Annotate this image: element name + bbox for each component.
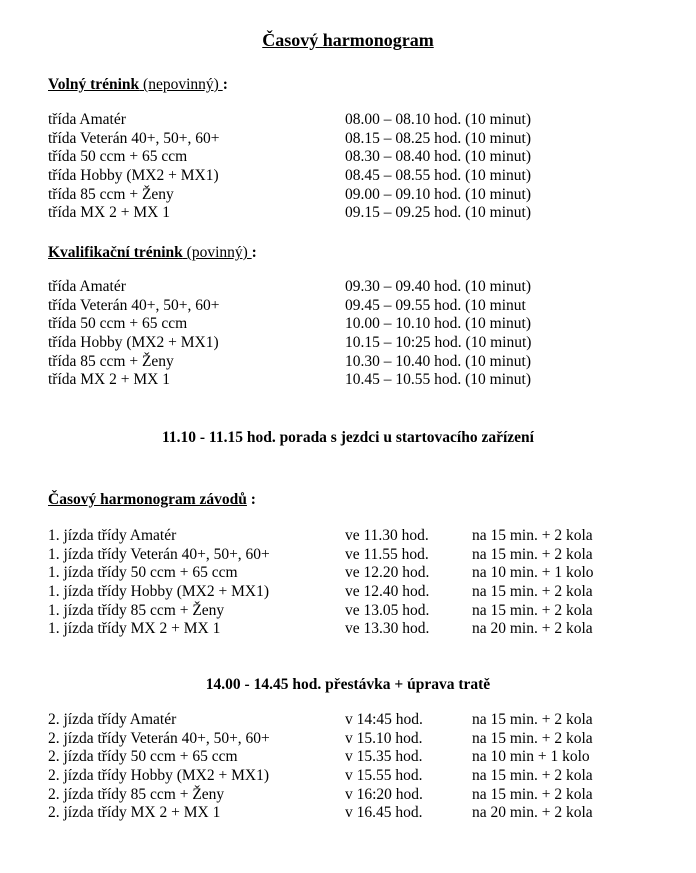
race-row [48,583,668,602]
qualifying-training-row [48,334,668,353]
break-note: 14.00 - 14.45 hod. přestávka + úprava tratě [205,676,491,693]
race-name: 1. jízda třídy Amatér [48,527,177,544]
race-name: 1. jízda třídy Veterán 40+, 50+, 60+ [48,545,270,563]
race-row [48,767,668,786]
page-title: Časový harmonogram [262,30,434,50]
race-start: ve 13.30 hod. [345,620,430,638]
qualifying-training-heading-text: Kvalifikační trénink [48,244,183,261]
qualifying-training-row [48,315,668,334]
race-row [48,711,668,730]
race-start: v 15.55 hod. [345,767,423,785]
race-start: v 16.45 hod. [345,804,423,822]
race-length: na 15 min. + 2 kola [472,527,593,544]
qualifying-training-row [48,297,668,316]
race-length: na 15 min. + 2 kola [472,785,593,803]
race-schedule-heading [48,491,256,509]
free-training-row [48,204,668,223]
class-name: třída Hobby (MX2 + MX1) [48,167,219,185]
race-length: na 15 min. + 2 kola [472,601,593,619]
class-name: třída 85 ccm + Ženy [48,352,174,370]
class-name: třída Veterán 40+, 50+, 60+ [48,129,220,147]
race-schedule-heading-text: Časový harmonogram závodů [48,491,247,508]
class-name: třída 50 ccm + 65 ccm [48,148,188,166]
race-start: ve 12.40 hod. [345,583,430,601]
race-name: 1. jízda třídy 50 ccm + 65 ccm [48,564,238,582]
riders-meeting-note: 11.10 - 11.15 hod. porada s jezdci u startovacího zařízení [162,429,534,446]
qualifying-training-heading [48,244,257,262]
free-training-list [48,111,668,223]
class-name: třída 85 ccm + Ženy [48,185,174,203]
race-length: na 15 min. + 2 kola [472,767,593,785]
race-start: ve 12.20 hod. [345,564,430,582]
time-range: 10.30 – 10.40 hod. (10 minut) [345,352,531,370]
free-training-heading [48,76,228,94]
race-row [48,786,668,805]
free-training-heading-colon: : [222,76,228,93]
race-length: na 20 min. + 2 kola [472,804,593,822]
race-name: 2. jízda třídy 85 ccm + Ženy [48,785,225,803]
time-range: 08.30 – 08.40 hod. (10 minut) [345,148,531,166]
race-row [48,730,668,749]
race-length: na 15 min. + 2 kola [472,729,593,747]
race-length: na 15 min. + 2 kola [472,711,593,728]
free-training-row [48,186,668,205]
race-name: 2. jízda třídy Amatér [48,711,177,728]
race-length: na 20 min. + 2 kola [472,620,593,638]
free-training-row [48,167,668,186]
race-name: 2. jízda třídy Veterán 40+, 50+, 60+ [48,729,270,747]
class-name: třída Amatér [48,278,126,295]
race-length: na 15 min. + 2 kola [472,545,593,563]
second-races-list [48,711,668,823]
time-range: 08.15 – 08.25 hod. (10 minut) [345,129,531,147]
qualifying-training-row [48,371,668,390]
time-range: 09.30 – 09.40 hod. (10 minut) [345,278,531,295]
race-start: ve 11.30 hod. [345,527,429,544]
race-name: 2. jízda třídy 50 ccm + 65 ccm [48,748,238,766]
class-name: třída Hobby (MX2 + MX1) [48,334,219,352]
race-start: v 15.35 hod. [345,748,423,766]
race-name: 1. jízda třídy Hobby (MX2 + MX1) [48,583,269,601]
race-row [48,620,668,639]
qualifying-training-row [48,353,668,372]
race-start: ve 11.55 hod. [345,545,429,563]
race-row [48,564,668,583]
race-length: na 10 min + 1 kolo [472,748,590,766]
qualifying-training-row [48,278,668,297]
race-start: v 15.10 hod. [345,729,423,747]
time-range: 09.00 – 09.10 hod. (10 minut) [345,185,531,203]
free-training-heading-suffix: (nepovinný) [139,76,223,93]
race-start: v 14:45 hod. [345,711,423,728]
race-start: ve 13.05 hod. [345,601,430,619]
race-row [48,527,668,546]
time-range: 08.45 – 08.55 hod. (10 minut) [345,167,531,185]
class-name: třída MX 2 + MX 1 [48,371,170,389]
time-range: 10.15 – 10:25 hod. (10 minut) [345,334,532,352]
race-name: 2. jízda třídy Hobby (MX2 + MX1) [48,767,269,785]
race-start: v 16:20 hod. [345,785,423,803]
class-name: třída Veterán 40+, 50+, 60+ [48,296,220,314]
class-name: třída Amatér [48,111,126,128]
class-name: třída MX 2 + MX 1 [48,204,170,222]
class-name: třída 50 ccm + 65 ccm [48,315,188,333]
time-range: 08.00 – 08.10 hod. (10 minut) [345,111,531,128]
first-races-list [48,527,668,639]
race-row [48,602,668,621]
qualifying-training-heading-colon: : [251,244,257,261]
qualifying-training-heading-suffix: (povinný) [182,244,252,261]
free-training-row [48,111,668,130]
time-range: 09.45 – 09.55 hod. (10 minut [345,296,526,314]
race-length: na 10 min. + 1 kolo [472,564,594,582]
time-range: 10.45 – 10.55 hod. (10 minut) [345,371,531,389]
race-schedule-heading-colon: : [246,491,256,508]
race-row [48,748,668,767]
race-name: 1. jízda třídy 85 ccm + Ženy [48,601,225,619]
time-range: 10.00 – 10.10 hod. (10 minut) [345,315,531,333]
free-training-row [48,148,668,167]
time-range: 09.15 – 09.25 hod. (10 minut) [345,204,531,222]
race-row [48,804,668,823]
race-name: 2. jízda třídy MX 2 + MX 1 [48,804,221,822]
race-name: 1. jízda třídy MX 2 + MX 1 [48,620,221,638]
race-length: na 15 min. + 2 kola [472,583,593,601]
free-training-heading-text: Volný trénink [48,76,140,93]
qualifying-training-list [48,278,668,390]
free-training-row [48,130,668,149]
race-row [48,546,668,565]
